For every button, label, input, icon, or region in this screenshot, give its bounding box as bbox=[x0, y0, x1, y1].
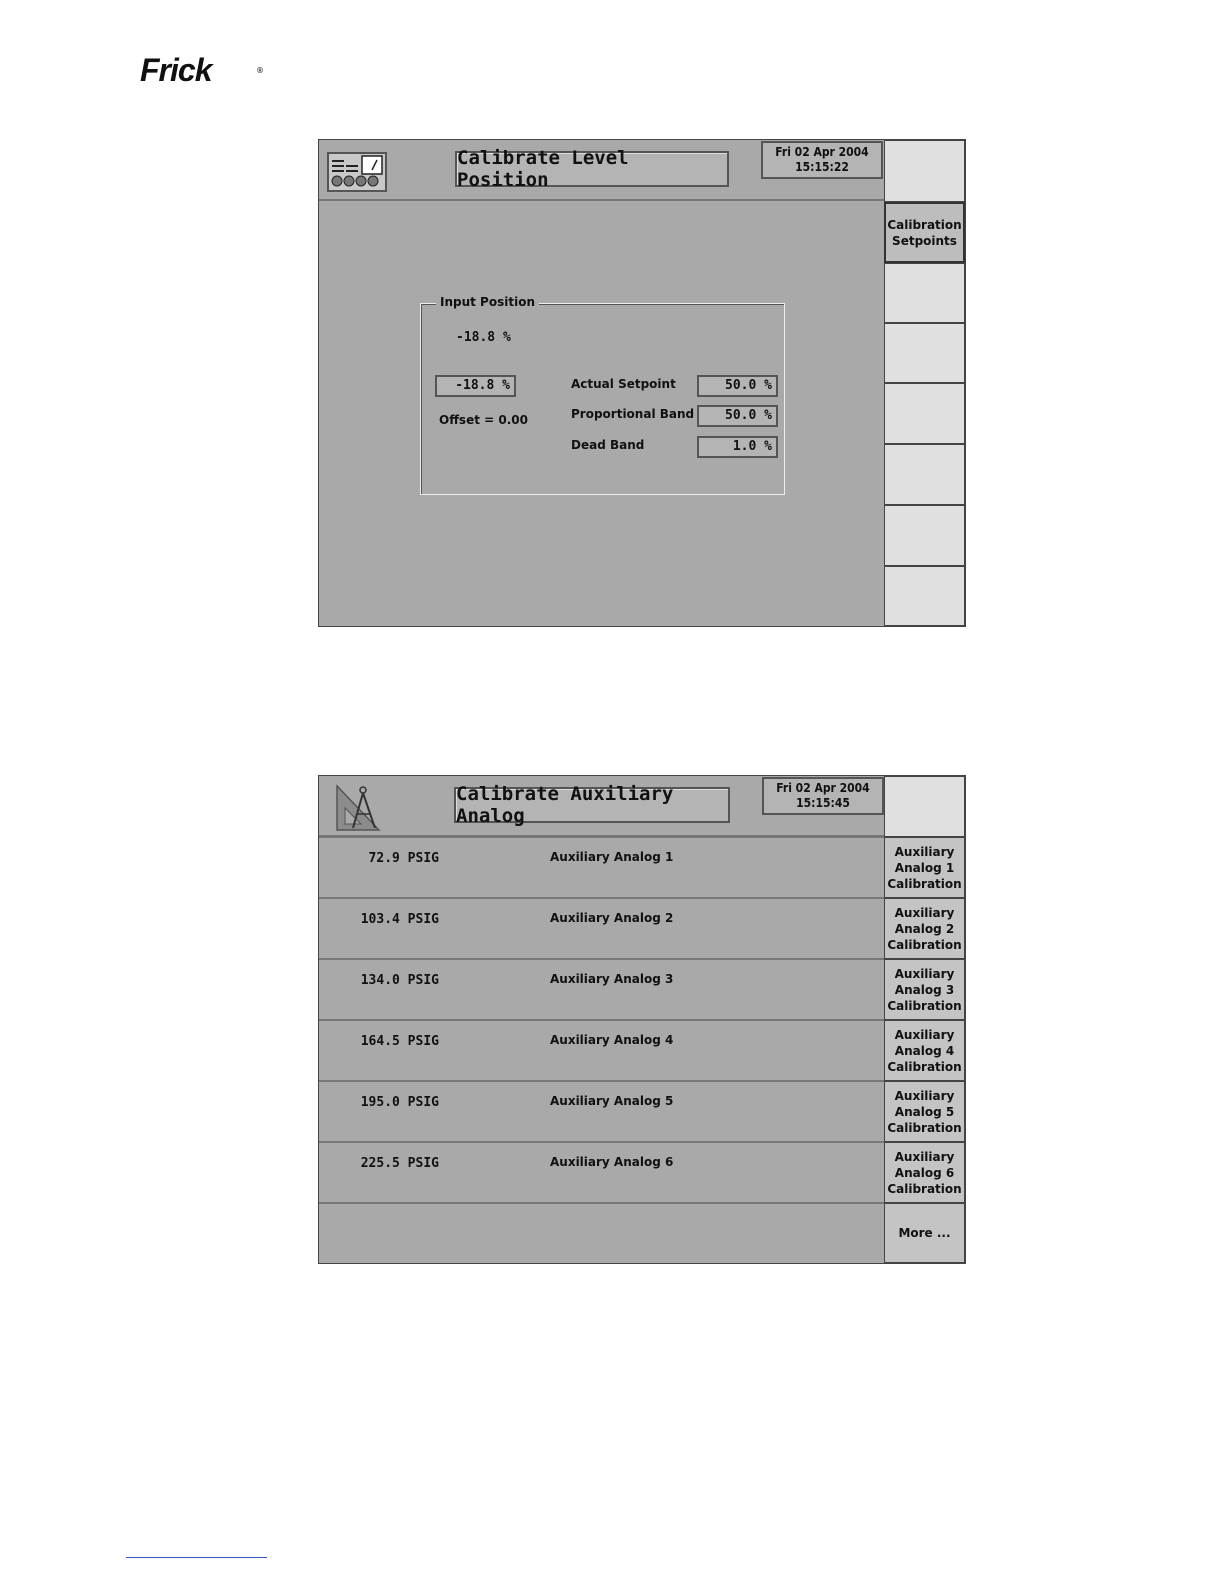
aux-analog-name: Auxiliary Analog 2 bbox=[550, 911, 674, 925]
button-line: Auxiliary bbox=[894, 1088, 955, 1103]
empty-row bbox=[319, 1202, 885, 1263]
aux-analog-name: Auxiliary Analog 3 bbox=[550, 972, 674, 986]
date-time-display bbox=[762, 777, 884, 815]
date-text: Fri 02 Apr 2004 bbox=[776, 781, 870, 795]
button-line: Analog 3 bbox=[894, 982, 955, 997]
button-line: Analog 1 bbox=[894, 860, 955, 875]
calibrate-level-position-screen bbox=[318, 139, 966, 627]
frick-logo bbox=[138, 52, 262, 88]
time-text: 15:15:45 bbox=[796, 796, 850, 810]
aux-analog-6-calibration-button[interactable] bbox=[884, 1142, 965, 1203]
softkey-4[interactable] bbox=[884, 323, 965, 383]
button-line: Auxiliary bbox=[894, 844, 955, 859]
button-line: Calibration bbox=[887, 876, 962, 891]
input-position-group bbox=[420, 295, 785, 495]
softkey-7[interactable] bbox=[884, 505, 965, 566]
proportional-band-field[interactable]: 50.0 % bbox=[697, 405, 778, 427]
input-position-value: -18.8 % bbox=[456, 330, 511, 345]
aux-analog-row-3 bbox=[319, 958, 885, 1019]
aux-analog-1-calibration-button[interactable] bbox=[884, 837, 965, 898]
actual-setpoint-label: Actual Setpoint bbox=[571, 377, 676, 391]
aux-analog-value: 134.0 PSIG bbox=[360, 973, 439, 988]
group-label: Input Position bbox=[436, 295, 539, 309]
button-line: Calibration bbox=[887, 937, 962, 952]
offset-label: Offset = 0.00 bbox=[439, 413, 528, 427]
button-line: Auxiliary bbox=[894, 966, 955, 981]
logo-text: Frick bbox=[140, 52, 212, 88]
input-position-field[interactable]: -18.8 % bbox=[435, 375, 516, 397]
button-line: Calibration bbox=[887, 1120, 962, 1135]
screen1-softkeys bbox=[884, 140, 965, 626]
button-line: Analog 4 bbox=[894, 1043, 955, 1058]
aux-analog-value: 72.9 PSIG bbox=[368, 851, 439, 866]
aux-analog-row-5 bbox=[319, 1080, 885, 1141]
footer-rule bbox=[126, 1557, 267, 1558]
aux-analog-row-1 bbox=[319, 836, 885, 897]
aux-analog-5-calibration-button[interactable] bbox=[884, 1081, 965, 1142]
dead-band-field[interactable]: 1.0 % bbox=[697, 436, 778, 458]
date-time-display bbox=[761, 141, 883, 179]
date-text: Fri 02 Apr 2004 bbox=[775, 145, 869, 159]
aux-analog-value: 164.5 PSIG bbox=[360, 1034, 439, 1049]
button-line: Analog 2 bbox=[894, 921, 955, 936]
page-title: Calibrate Level Position bbox=[455, 151, 729, 187]
aux-analog-value: 103.4 PSIG bbox=[360, 912, 439, 927]
time-text: 15:15:22 bbox=[795, 160, 849, 174]
aux-analog-4-calibration-button[interactable] bbox=[884, 1020, 965, 1081]
screen1-header bbox=[319, 140, 885, 201]
aux-analog-row-2 bbox=[319, 897, 885, 958]
button-line: Analog 5 bbox=[894, 1104, 955, 1119]
aux-analog-2-calibration-button[interactable] bbox=[884, 898, 965, 959]
softkey-6[interactable] bbox=[884, 444, 965, 505]
aux-analog-name: Auxiliary Analog 6 bbox=[550, 1155, 674, 1169]
button-line: Auxiliary bbox=[894, 1027, 955, 1042]
page-title: Calibrate Auxiliary Analog bbox=[454, 787, 730, 823]
button-line: Analog 6 bbox=[894, 1165, 955, 1180]
screen2-softkeys bbox=[884, 776, 965, 1263]
more-button[interactable]: More ... bbox=[884, 1203, 965, 1263]
calibration-setpoints-button[interactable]: Calibration Setpoints bbox=[884, 202, 965, 263]
calibrate-auxiliary-analog-screen bbox=[318, 775, 966, 1264]
aux-analog-row-4 bbox=[319, 1019, 885, 1080]
button-line: Auxiliary bbox=[894, 1149, 955, 1164]
gauge-panel-icon bbox=[327, 152, 387, 192]
button-line: Calibration bbox=[887, 998, 962, 1013]
actual-setpoint-field[interactable]: 50.0 % bbox=[697, 375, 778, 397]
aux-analog-row-6 bbox=[319, 1141, 885, 1202]
softkey-8[interactable] bbox=[884, 566, 965, 626]
screen2-header bbox=[319, 776, 885, 837]
aux-analog-value: 195.0 PSIG bbox=[360, 1095, 439, 1110]
button-line: Auxiliary bbox=[894, 905, 955, 920]
softkey-3[interactable] bbox=[884, 263, 965, 323]
drafting-compass-icon bbox=[333, 782, 383, 832]
proportional-band-label: Proportional Band bbox=[571, 407, 695, 421]
dead-band-label: Dead Band bbox=[571, 438, 645, 452]
aux-analog-value: 225.5 PSIG bbox=[360, 1156, 439, 1171]
softkey-5[interactable] bbox=[884, 383, 965, 444]
aux-analog-name: Auxiliary Analog 1 bbox=[550, 850, 674, 864]
aux-analog-name: Auxiliary Analog 4 bbox=[550, 1033, 674, 1047]
registered-mark: ® bbox=[256, 66, 264, 75]
softkey-1[interactable] bbox=[884, 140, 965, 202]
softkey-blank[interactable] bbox=[884, 776, 965, 837]
button-line: Calibration bbox=[887, 1181, 962, 1196]
button-line: Calibration bbox=[887, 1059, 962, 1074]
aux-analog-name: Auxiliary Analog 5 bbox=[550, 1094, 674, 1108]
aux-analog-3-calibration-button[interactable] bbox=[884, 959, 965, 1020]
